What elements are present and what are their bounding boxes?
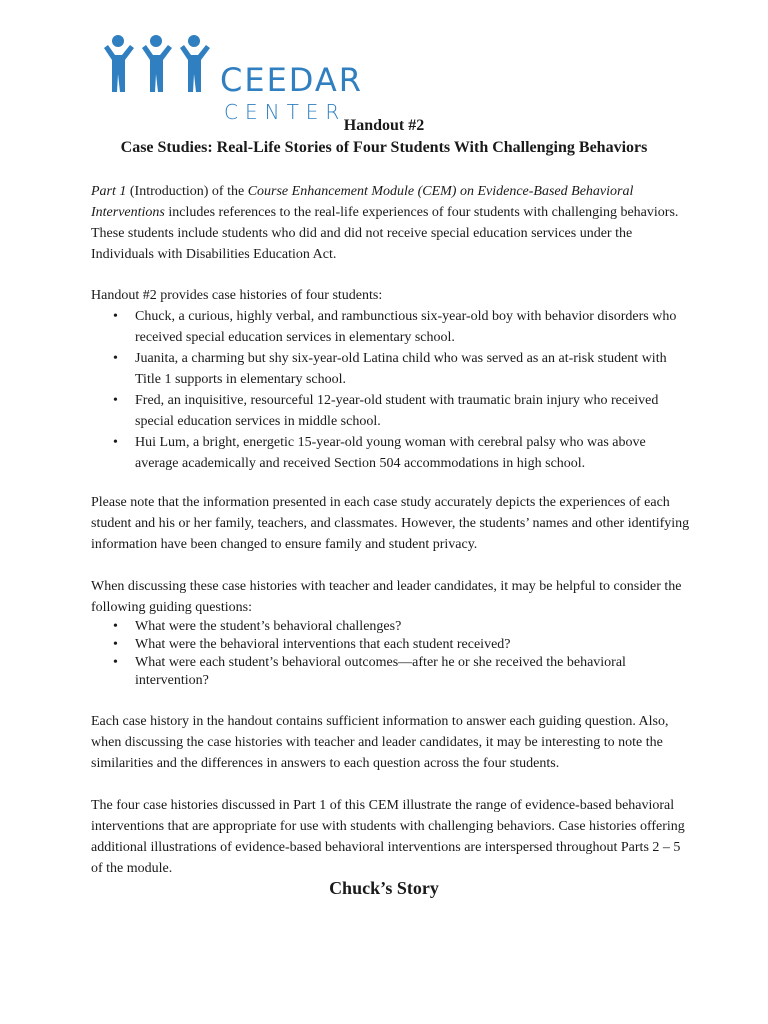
ceedar-logo xyxy=(100,34,380,124)
intro-text-b: includes references to the real-life experiences of four students with challenging behaviors. These students include students who did and did not receive special education services under the Individuals with Disabilities Education Act. xyxy=(91,205,679,262)
document-title: Case Studies: Real-Life Stories of Four Students With Challenging Behaviors xyxy=(120,139,648,156)
part-label: Part 1 xyxy=(91,184,127,199)
list-item: • Chuck, a curious, highly verbal, and rambunctious six-year-old boy with behavior disorders who received special education services in elementary school. xyxy=(91,306,691,348)
each-case-paragraph xyxy=(91,711,691,774)
privacy-note-text: Please note that the information presented in each case study accurately depicts the experiences of each student and his or her family, teachers, and classmates. However, the students’ names and other identifying information have been changed to ensure family and student privacy. xyxy=(91,495,690,552)
handout-number: Handout #2 xyxy=(343,117,425,134)
intro-text-a: (Introduction) of the xyxy=(126,184,248,199)
intro-paragraph xyxy=(91,181,691,265)
story-title: Chuck’s Story xyxy=(329,878,439,898)
privacy-note xyxy=(91,492,691,555)
list-item: • Juanita, a charming but shy six-year-old Latina child who was served as an at-risk student with Title 1 supports in elementary school. xyxy=(91,348,691,390)
closing-paragraph xyxy=(91,795,691,879)
logo-brand-text: CEEDAR xyxy=(220,61,363,99)
logo-sub-text: CENTER xyxy=(224,100,347,124)
list-item: • Hui Lum, a bright, energetic 15-year-old young woman with cerebral palsy who was above average academically and received Section 504 accommodations in high school. xyxy=(91,432,691,474)
list-item: • What were each student’s behavioral outcomes—after he or she received the behavioral intervention? xyxy=(91,654,691,690)
closing-text: The four case histories discussed in Part 1 of this CEM illustrate the range of evidence-based behavioral interventions that are appropriate for use with students with challenging behaviors. Case histories offering additional illustrations of evidence-based behavioral interventions are interspersed throughout Parts 2 – 5 of the module. xyxy=(91,798,685,876)
module-name: Course Enhancement Module (CEM) on Evidence-Based Behavioral Interventions xyxy=(91,184,634,220)
cases-lead: Handout #2 provides case histories of four students: xyxy=(91,288,383,303)
questions-section xyxy=(91,576,691,690)
questions-lead: When discussing these case histories with teacher and leader candidates, it may be helpful to consider the following guiding questions: xyxy=(91,579,682,615)
people-figures-icon xyxy=(100,34,218,96)
cases-section xyxy=(91,285,691,474)
cases-list xyxy=(91,306,691,474)
each-case-text: Each case history in the handout contains sufficient information to answer each guiding question. Also, when discussing the case histories with teacher and leader candidates, it may be interesting to note the similarities and the differences in answers to each question across the four students. xyxy=(91,714,669,771)
list-item: • What were the behavioral interventions that each student received? xyxy=(91,636,691,654)
list-item: • What were the student’s behavioral challenges? xyxy=(91,618,691,636)
questions-list xyxy=(91,618,691,690)
list-item: • Fred, an inquisitive, resourceful 12-year-old student with traumatic brain injury who received special education services in middle school. xyxy=(91,390,691,432)
